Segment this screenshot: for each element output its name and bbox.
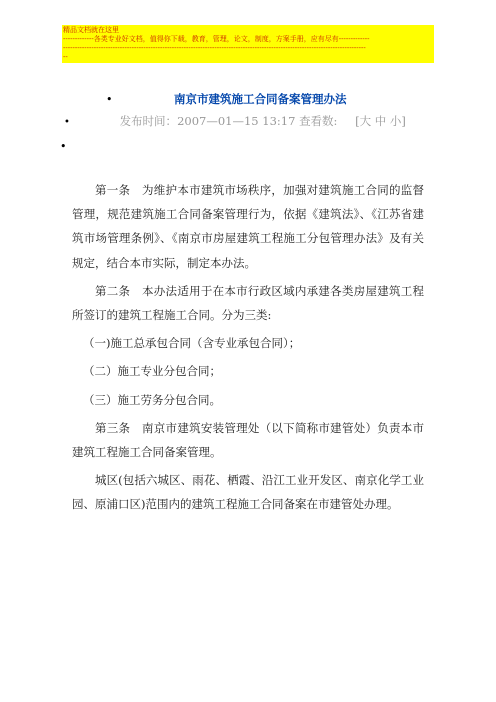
- publish-label: 发布时间：: [119, 114, 178, 128]
- article-list-item: （一)施工总承包合同（含专业承包合同）；: [83, 336, 301, 351]
- page-title: 南京市建筑施工合同备案管理办法: [174, 92, 347, 106]
- article-paragraph: 第二条 本办法适用于在本市行政区域内承建各类房屋建筑工程所签订的建筑工程施工合同。分为三类:: [72, 283, 424, 323]
- article-list-item: （二）施工专业分包合同；: [83, 364, 221, 379]
- title-bullet: •: [106, 93, 113, 106]
- title-row: [106, 91, 436, 108]
- promo-banner: [62, 25, 434, 63]
- meta-bullet: •: [64, 117, 70, 128]
- meta-row: [64, 113, 444, 131]
- article-body: [72, 178, 424, 521]
- banner-title: 精品文档就在这里: [63, 26, 119, 34]
- font-size-control[interactable]: [大 中 小]: [355, 114, 406, 128]
- article-paragraph: 城区(包括六城区、雨花、栖霞、沿江工业开发区、南京化学工业园、原浦口区)范围内的建筑工程施工合同备案在市建管处办理。: [72, 473, 424, 512]
- empty-list-bullet: •: [60, 140, 67, 153]
- article-list-item: （三）施工劳务分包合同。: [83, 392, 221, 407]
- article-paragraph: 第三条 南京市建筑安装管理处（以下简称市建管处）负责本市建筑工程施工合同备案管理。: [72, 420, 424, 460]
- banner-slogan: -------------各类专业好文档，值得你下载，教育，管理，论文，制度，方案手册，应有尽有-------------: [63, 35, 370, 43]
- banner-divider-end: --: [63, 53, 68, 61]
- views-label: 查看数:: [299, 114, 338, 128]
- publish-time: 2007—01—15 13:17: [177, 114, 296, 128]
- banner-divider: --------------------------------------------------------------------------------------------------------------------------------: [63, 44, 366, 52]
- article-paragraph: 第一条 为维护本市建筑市场秩序，加强对建筑施工合同的监督管理，规范建筑施工合同备案管理行为，依据《建筑法》、《江苏省建筑市场管理条例》、《南京市房屋建筑工程施工分包管理办法》及有关规定，结合本市实际，制定本办法。: [72, 183, 424, 270]
